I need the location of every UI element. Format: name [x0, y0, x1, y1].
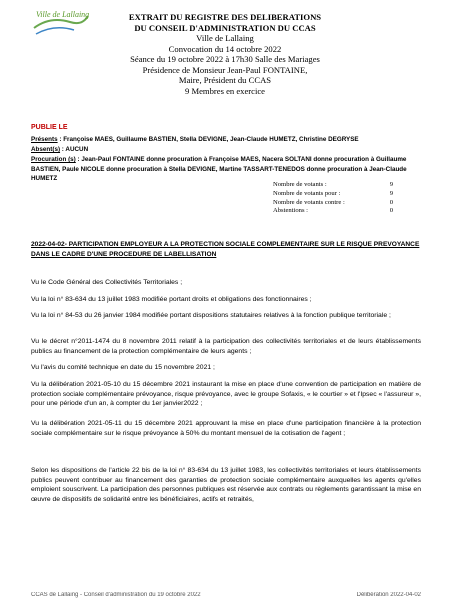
paragraph-7: Vu la délibération 2021-05-11 du 15 décembre 2021 approuvant la mise en place d'une participation financière à la protection sociale complémentaire sur le risque prévoyance à 50% du montant mensuel de la cotisation de l'agent ; — [31, 420, 421, 437]
vote-label: Nombre de votants : — [273, 181, 327, 188]
paragraph-2: Vu la loi n° 83-634 du 13 juillet 1983 modifiée portant droits et obligations des fonctionnaires ; — [31, 296, 312, 303]
paragraph-1: Vu le Code Général des Collectivités Territoriales ; — [31, 279, 183, 286]
vote-value: 0 — [389, 207, 393, 215]
header-presidence: Présidence de Monsieur Jean-Paul FONTAINE, — [142, 64, 308, 75]
vote-count-table — [273, 181, 393, 216]
footer-left: CCAS de Lallaing - Conseil d'administration du 19 octobre 2022 — [31, 592, 201, 598]
absents-label: Absent(s) — [31, 146, 61, 153]
paragraph-8: Selon les dispositions de l'article 22 bis de la loi n° 83-634 du 13 juillet 1983, les collectivités territoriales et leurs établissements publics peuvent contribuer au financement des garanties de protection sociale complémentaire auxquelles les agents qu'elles emploient souscrivent. La participation des personnes publiques est réservée aux contrats ou règlements garantissant la mise en œuvre de dispositifs de solidarité entre les bénéficiaires, actifs et retraités, — [31, 467, 421, 504]
publie-le-label: PUBLIE LE — [31, 124, 68, 131]
presents-line — [31, 135, 419, 145]
document-header — [90, 12, 360, 96]
vote-value: 9 — [389, 189, 393, 197]
header-session: Séance du 19 octobre 2022 à 17h30 Salle des Mariages — [130, 54, 320, 64]
procuration-text: : Jean-Paul FONTAINE donne procuration à Françoise MAES, Nacera SOLTANI donne procuration à Guillaume BASTIEN, Paule NICOLE donne procuration à Stella DEVIGNE, Martine TASSART-TENEDOS donne procuration à Jean-Claude HUMETZ — [31, 156, 407, 183]
presents-text: : Françoise MAES, Guillaume BASTIEN, Stella DEVIGNE, Jean-Claude HUMETZ, Christine DEGRYSE — [57, 136, 359, 143]
deliberation-title: 2022-04-02- PARTICIPATION EMPLOYEUR A LA PROTECTION SOCIALE COMPLEMENTAIRE SUR LE RISQUE PREVOYANCE DANS LE CADRE D'UNE PROCEDURE DE LABELLISATION — [31, 241, 420, 258]
paragraph-4: Vu le décret n°2011-1474 du 8 novembre 2011 relatif à la participation des collectivités territoriales et de leurs établissements publics au financement de la protection complémentaire de leurs agents ; — [31, 338, 421, 355]
logo-text: Ville de Lallaing — [36, 10, 90, 19]
vote-row — [273, 207, 393, 216]
vote-row — [273, 199, 393, 208]
vote-value: 0 — [389, 198, 393, 206]
header-title-1: EXTRAIT DU REGISTRE DES DELIBERATIONS — [128, 12, 322, 22]
header-members: 9 Membres en exercice — [185, 85, 265, 96]
town-logo — [30, 6, 90, 40]
header-title-2: DU CONSEIL D'ADMINISTRATION DU CCAS — [134, 22, 316, 33]
vote-row — [273, 190, 393, 199]
absents-text: : AUCUN — [60, 146, 89, 153]
vote-label: Abstentions : — [273, 207, 308, 215]
header-convocation: Convocation du 14 octobre 2022 — [168, 43, 282, 54]
procuration-label: Procuration (s) — [31, 156, 76, 163]
footer-right: Délibération 2022-04-02 — [356, 592, 421, 598]
vote-label: Nombre de votants pour : — [273, 189, 341, 197]
vote-label: Nombre de votants contre : — [273, 198, 345, 206]
presents-label: Présents — [31, 136, 58, 143]
paragraph-6: Vu la délibération 2021-05-10 du 15 décembre 2021 instaurant la mise en place d'une convention de participation en matière de protection sociale complémentaire prévoyance, risque prévoyance, avec le groupe Sofaxis, « le courtier » et l'Ipsec « l'assureur », pour une période d'un an, à compter du 1er janvier2022 ; — [31, 381, 421, 408]
procuration-line — [31, 155, 419, 184]
vote-row — [273, 181, 393, 190]
paragraph-5: Vu l'avis du comité technique en date du 15 novembre 2021 ; — [31, 364, 215, 371]
absents-line — [31, 145, 419, 155]
vote-value: 9 — [389, 181, 393, 188]
paragraph-3: Vu la loi n° 84-53 du 26 janvier 1984 modifiée portant dispositions statutaires relatives à la fonction publique territoriale ; — [31, 312, 391, 319]
page-footer — [31, 592, 421, 600]
header-town: Ville de Lallaing — [196, 33, 254, 43]
header-maire: Maire, Président du CCAS — [178, 75, 272, 85]
